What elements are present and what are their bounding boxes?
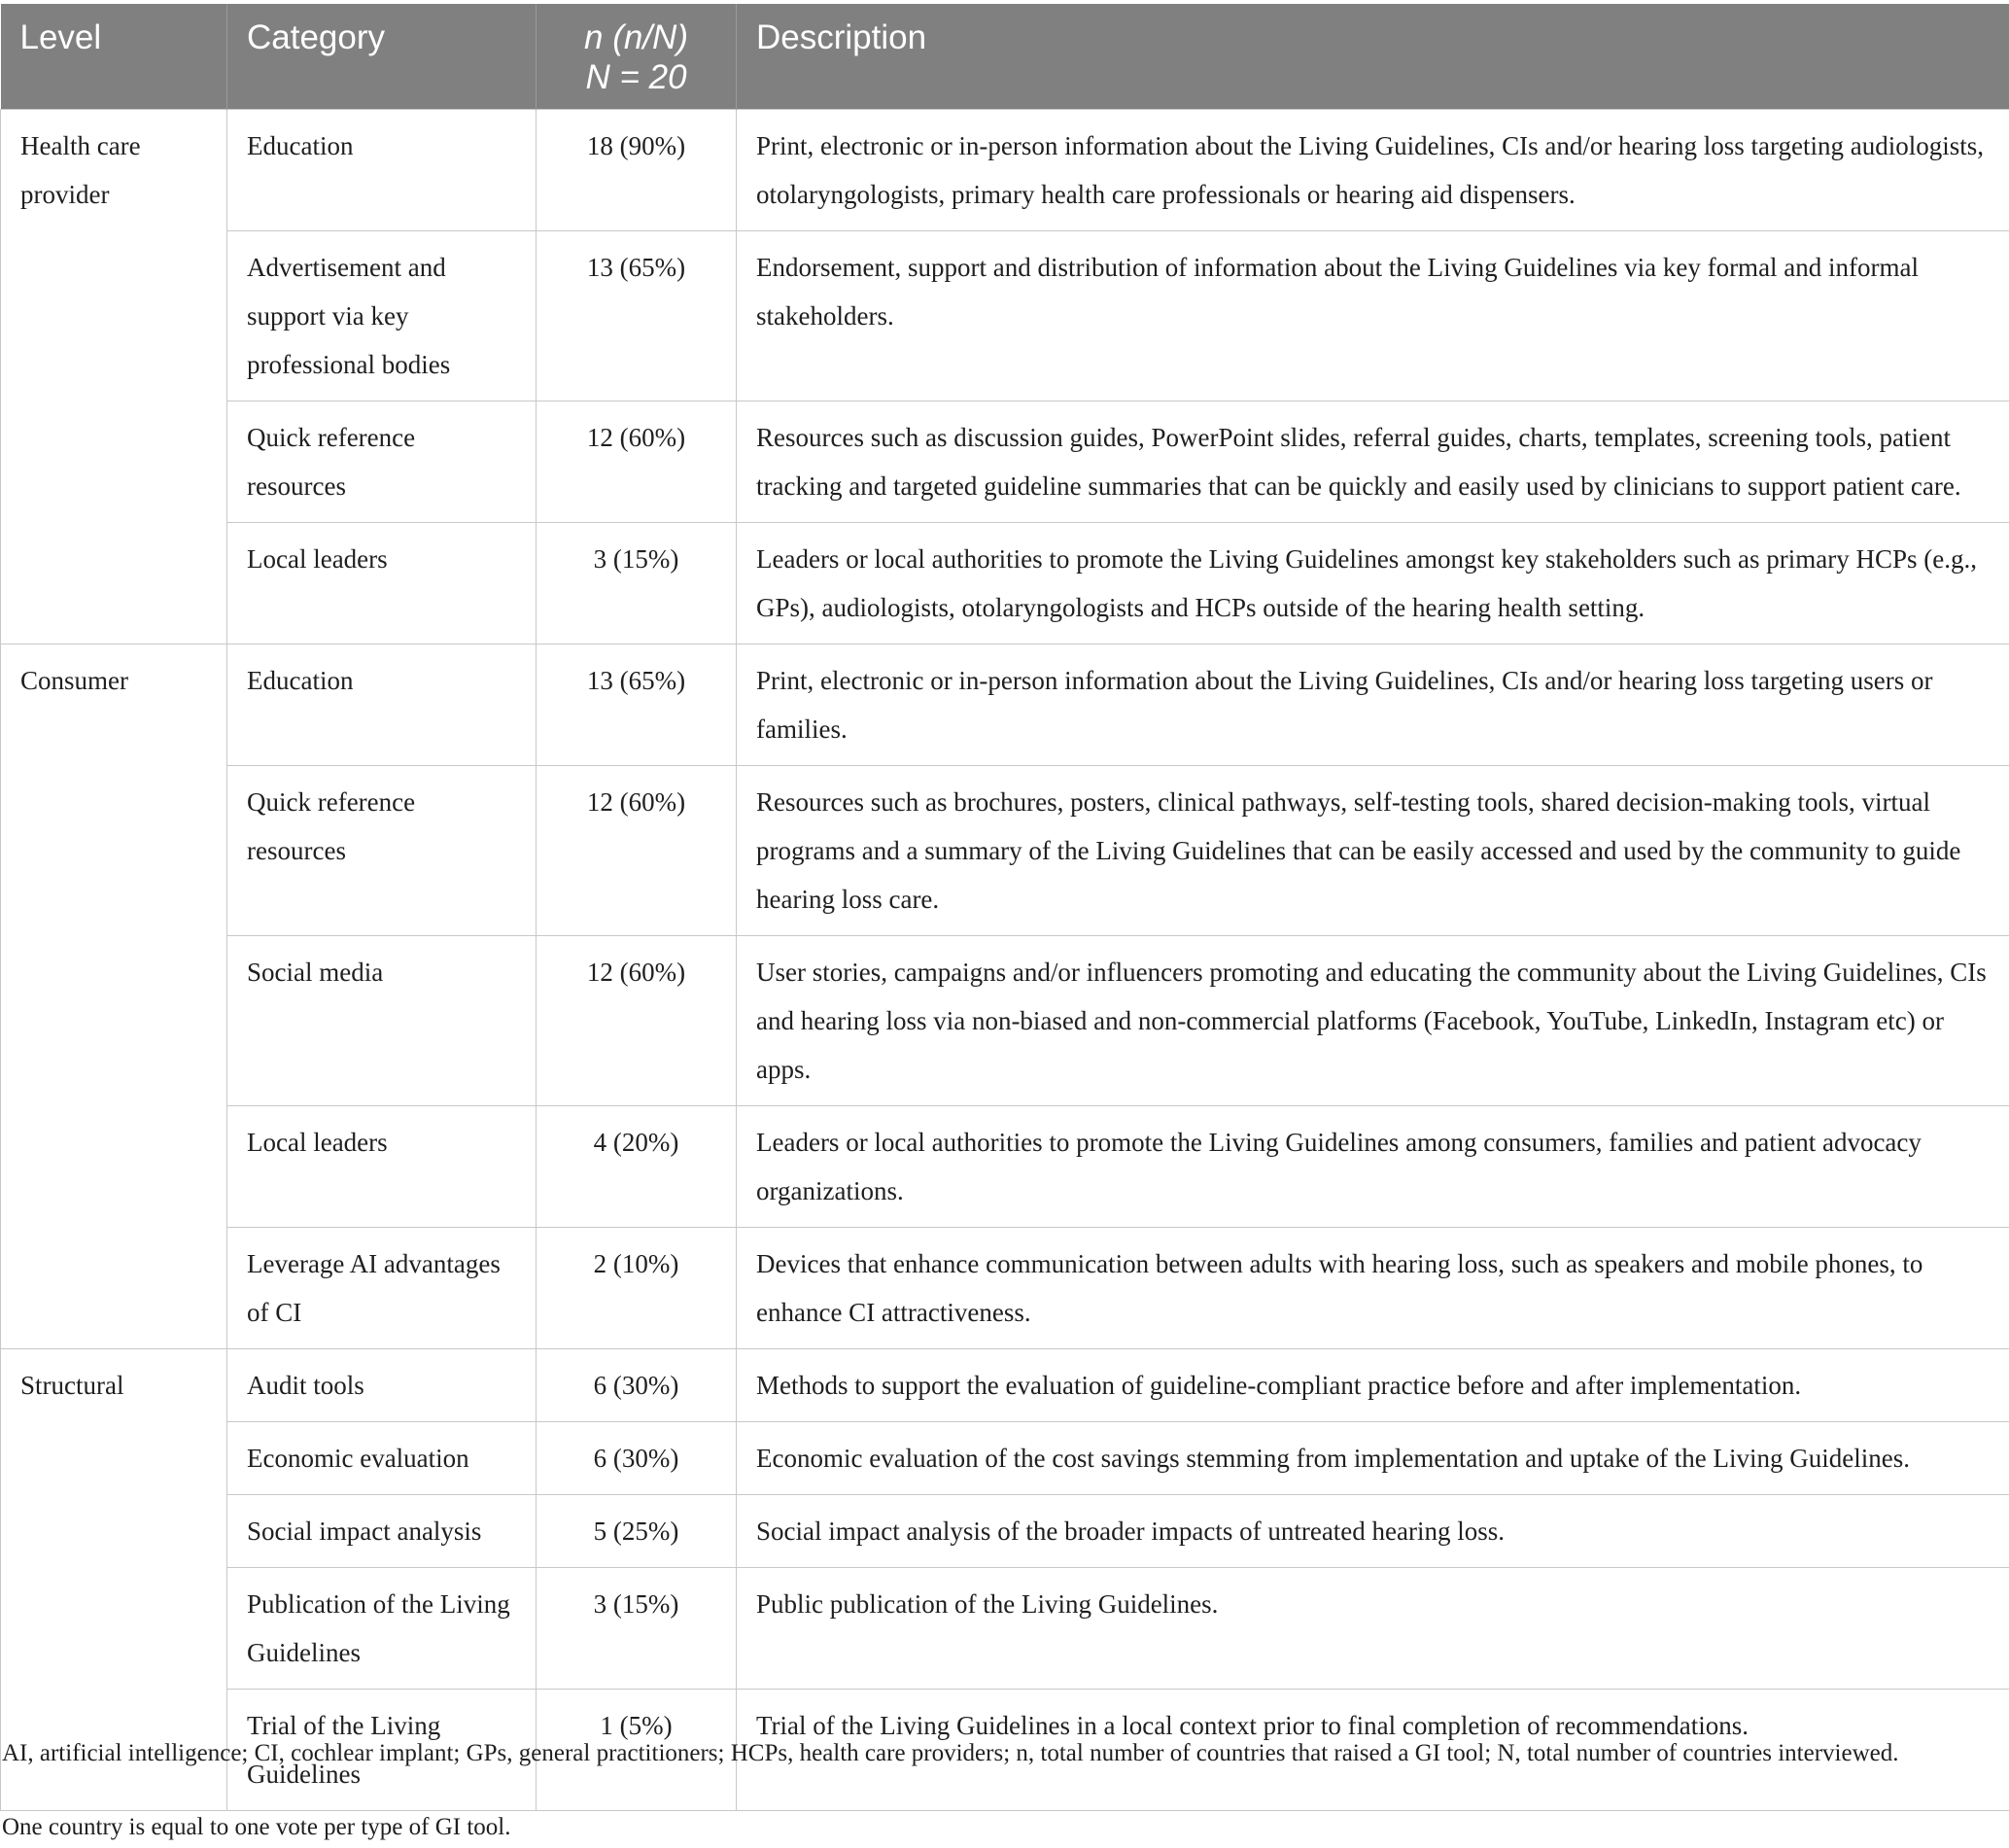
count-cell: 1 (5%) bbox=[537, 1690, 737, 1811]
table-row bbox=[1, 936, 2009, 1106]
table-body bbox=[1, 110, 2009, 1811]
table-container bbox=[0, 4, 2009, 1811]
category-cell: Education bbox=[227, 110, 537, 231]
category-cell: Social impact analysis bbox=[227, 1495, 537, 1568]
description-cell: Endorsement, support and distribution of information about the Living Guidelines via key formal and informal stakeholders. bbox=[737, 231, 2009, 401]
footnote-vote: One country is equal to one vote per type of GI tool. bbox=[2, 1814, 511, 1840]
count-cell: 12 (60%) bbox=[537, 401, 737, 523]
description-cell: Methods to support the evaluation of guideline-compliant practice before and after implementation. bbox=[737, 1349, 2009, 1422]
level-cell: Health care provider bbox=[1, 110, 227, 645]
category-cell: Quick reference resources bbox=[227, 401, 537, 523]
count-cell: 13 (65%) bbox=[537, 645, 737, 766]
category-cell: Leverage AI advantages of CI bbox=[227, 1228, 537, 1349]
description-cell: Print, electronic or in-person information about the Living Guidelines, CIs and/or hearing loss targeting users or families. bbox=[737, 645, 2009, 766]
count-cell: 3 (15%) bbox=[537, 523, 737, 645]
category-cell: Education bbox=[227, 645, 537, 766]
count-cell: 2 (10%) bbox=[537, 1228, 737, 1349]
header-category: Category bbox=[227, 4, 537, 110]
description-cell: Trial of the Living Guidelines in a local context prior to final completion of recommendations. bbox=[737, 1690, 2009, 1811]
table-row bbox=[1, 1106, 2009, 1228]
category-cell: Social media bbox=[227, 936, 537, 1106]
count-cell: 5 (25%) bbox=[537, 1495, 737, 1568]
category-cell: Advertisement and support via key professional bodies bbox=[227, 231, 537, 401]
table-row bbox=[1, 231, 2009, 401]
category-cell: Quick reference resources bbox=[227, 766, 537, 936]
description-cell: Economic evaluation of the cost savings stemming from implementation and uptake of the Living Guidelines. bbox=[737, 1422, 2009, 1495]
description-cell: Devices that enhance communication between adults with hearing loss, such as speakers and mobile phones, to enhance CI attractiveness. bbox=[737, 1228, 2009, 1349]
footnote-abbreviations: AI, artificial intelligence; CI, cochlear implant; GPs, general practitioners; HCPs, health care providers; n, total number of countries that raised a GI tool; N, total number of countries interviewed. bbox=[2, 1740, 1899, 1766]
description-cell: Public publication of the Living Guidelines. bbox=[737, 1568, 2009, 1690]
description-cell: Print, electronic or in-person information about the Living Guidelines, CIs and/or hearing loss targeting audiologists, otolaryngologists, primary health care professionals or hearing aid dispensers. bbox=[737, 110, 2009, 231]
category-cell: Local leaders bbox=[227, 523, 537, 645]
count-cell: 12 (60%) bbox=[537, 936, 737, 1106]
count-cell: 3 (15%) bbox=[537, 1568, 737, 1690]
description-cell: Resources such as brochures, posters, clinical pathways, self-testing tools, shared decision-making tools, virtual programs and a summary of the Living Guidelines that can be easily accessed and used by the community to guide hearing loss care. bbox=[737, 766, 2009, 936]
category-cell: Economic evaluation bbox=[227, 1422, 537, 1495]
count-cell: 4 (20%) bbox=[537, 1106, 737, 1228]
count-cell: 6 (30%) bbox=[537, 1422, 737, 1495]
header-level: Level bbox=[1, 4, 227, 110]
table-row bbox=[1, 523, 2009, 645]
table-row bbox=[1, 766, 2009, 936]
gi-tools-table bbox=[0, 4, 2009, 1811]
table-row bbox=[1, 1495, 2009, 1568]
description-cell: Leaders or local authorities to promote the Living Guidelines amongst key stakeholders such as primary HCPs (e.g., GPs), audiologists, otolaryngologists and HCPs outside of the hearing health setting. bbox=[737, 523, 2009, 645]
count-cell: 13 (65%) bbox=[537, 231, 737, 401]
description-cell: User stories, campaigns and/or influencers promoting and educating the community about the Living Guidelines, CIs and hearing loss via non-biased and non-commercial platforms (Facebook, YouTube, LinkedIn, Instagram etc) or apps. bbox=[737, 936, 2009, 1106]
table-row bbox=[1, 401, 2009, 523]
count-cell: 18 (90%) bbox=[537, 110, 737, 231]
description-cell: Leaders or local authorities to promote the Living Guidelines among consumers, families and patient advocacy organizations. bbox=[737, 1106, 2009, 1228]
count-cell: 6 (30%) bbox=[537, 1349, 737, 1422]
header-count bbox=[537, 4, 737, 110]
table-row bbox=[1, 1422, 2009, 1495]
header-row bbox=[1, 4, 2009, 110]
table-row bbox=[1, 1349, 2009, 1422]
header-description: Description bbox=[737, 4, 2009, 110]
table-row bbox=[1, 110, 2009, 231]
description-cell: Social impact analysis of the broader impacts of untreated hearing loss. bbox=[737, 1495, 2009, 1568]
category-cell: Local leaders bbox=[227, 1106, 537, 1228]
level-cell: Consumer bbox=[1, 645, 227, 1349]
category-cell: Audit tools bbox=[227, 1349, 537, 1422]
description-cell: Resources such as discussion guides, PowerPoint slides, referral guides, charts, templates, screening tools, patient tracking and targeted guideline summaries that can be quickly and easily used by clinicians to support patient care. bbox=[737, 401, 2009, 523]
header-count-line2: N = 20 bbox=[585, 58, 687, 96]
level-cell: Structural bbox=[1, 1349, 227, 1811]
category-cell: Trial of the Living Guidelines bbox=[227, 1690, 537, 1811]
category-cell: Publication of the Living Guidelines bbox=[227, 1568, 537, 1690]
table-row bbox=[1, 1568, 2009, 1690]
count-cell: 12 (60%) bbox=[537, 766, 737, 936]
table-header bbox=[1, 4, 2009, 110]
table-row bbox=[1, 1228, 2009, 1349]
table-row bbox=[1, 645, 2009, 766]
header-count-line1: n (n/N) bbox=[584, 18, 688, 56]
